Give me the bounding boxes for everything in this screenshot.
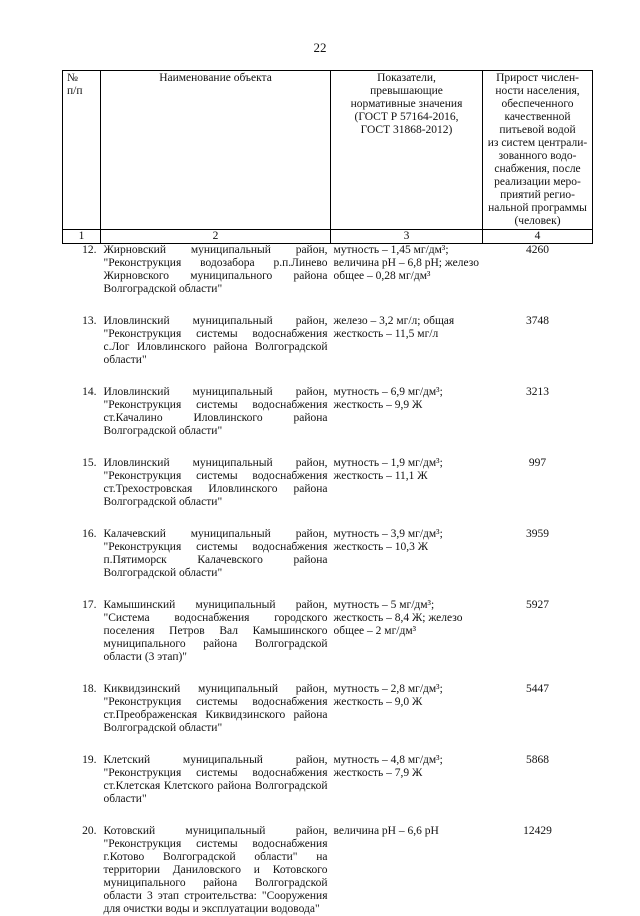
population-growth-value: 5927 bbox=[483, 599, 593, 664]
population-growth-value: 997 bbox=[483, 457, 593, 509]
table-row bbox=[63, 825, 593, 916]
row-spacer bbox=[63, 296, 593, 315]
indicators: мутность – 3,9 мг/дм³; жесткость – 10,3 Ж bbox=[331, 528, 483, 580]
row-spacer bbox=[63, 438, 593, 457]
population-growth-value: 3959 bbox=[483, 528, 593, 580]
table-row bbox=[63, 457, 593, 509]
object-name: Иловлинский муниципальный район, "Реконструкция системы водоснабжения ст.Качалино Иловлинского района Волгоградской области" bbox=[101, 386, 331, 438]
indicators: мутность – 2,8 мг/дм³; жесткость – 9,0 Ж bbox=[331, 683, 483, 735]
population-growth-value: 5447 bbox=[483, 683, 593, 735]
object-name: Клетский муниципальный район, "Реконструкция системы водоснабжения ст.Клетская Клетского района Волгоградской области" bbox=[101, 754, 331, 806]
row-spacer bbox=[63, 580, 593, 599]
population-growth-value: 4260 bbox=[483, 244, 593, 297]
table-row bbox=[63, 754, 593, 806]
table-body bbox=[63, 244, 593, 916]
page-number: 22 bbox=[0, 40, 640, 56]
row-spacer bbox=[63, 806, 593, 825]
object-name: Жирновский муниципальный район, "Реконструкция водозабора р.п.Линево Жирновского муниципального района Волгоградской области" bbox=[101, 244, 331, 297]
indicators: мутность – 6,9 мг/дм³; жесткость – 9,9 Ж bbox=[331, 386, 483, 438]
table-row bbox=[63, 315, 593, 367]
row-spacer bbox=[63, 367, 593, 386]
object-name: Киквидзинский муниципальный район, "Реконструкция системы водоснабжения ст.Преображенская Киквидзинского района Волгоградской области" bbox=[101, 683, 331, 735]
indicators: мутность – 1,9 мг/дм³; жесткость – 11,1 Ж bbox=[331, 457, 483, 509]
header-population-growth: Прирост числен- ности населения, обеспеченного качественной питьевой водой из систем централи- зованного водо- снабжения, после реализации меро- приятий регио- нальной программы (человек) bbox=[483, 71, 593, 230]
table-header-row bbox=[63, 71, 593, 230]
header-object-name: Наименование объекта bbox=[101, 71, 331, 230]
object-name: Иловлинский муниципальный район, "Реконструкция системы водоснабжения ст.Трехостровская Иловлинского района Волгоградской области" bbox=[101, 457, 331, 509]
population-growth-value: 12429 bbox=[483, 825, 593, 916]
row-number: 18. bbox=[63, 683, 101, 735]
indicators: мутность – 4,8 мг/дм³; жесткость – 7,9 Ж bbox=[331, 754, 483, 806]
row-number: 16. bbox=[63, 528, 101, 580]
row-number: 12. bbox=[63, 244, 101, 297]
header-indicators: Показатели, превышающие нормативные значения (ГОСТ Р 57164-2016, ГОСТ 31868-2012) bbox=[331, 71, 483, 230]
object-name: Камышинский муниципальный район, "Система водоснабжения городского поселения Петров Вал Камышинского муниципального района Волгоградской области (3 этап)" bbox=[101, 599, 331, 664]
population-growth-value: 5868 bbox=[483, 754, 593, 806]
indicators: железо – 3,2 мг/л; общая жесткость – 11,5 мг/л bbox=[331, 315, 483, 367]
object-name: Калачевский муниципальный район, "Реконструкция системы водоснабжения п.Пятиморск Калачевского района Волгоградской области" bbox=[101, 528, 331, 580]
column-number: 3 bbox=[331, 230, 483, 244]
table-row bbox=[63, 683, 593, 735]
column-number: 1 bbox=[63, 230, 101, 244]
indicators: мутность – 5 мг/дм³; жесткость – 8,4 Ж; железо общее – 2 мг/дм³ bbox=[331, 599, 483, 664]
indicators: мутность – 1,45 мг/дм³; величина рН – 6,8 рН; железо общее – 0,28 мг/дм³ bbox=[331, 244, 483, 297]
column-numbers-row bbox=[63, 230, 593, 244]
row-number: 15. bbox=[63, 457, 101, 509]
header-number: № п/п bbox=[63, 71, 101, 230]
object-name: Иловлинский муниципальный район, "Реконструкция системы водоснабжения с.Лог Иловлинского района Волгоградской области" bbox=[101, 315, 331, 367]
table-row bbox=[63, 528, 593, 580]
row-number: 19. bbox=[63, 754, 101, 806]
row-number: 17. bbox=[63, 599, 101, 664]
column-number: 4 bbox=[483, 230, 593, 244]
row-number: 20. bbox=[63, 825, 101, 916]
object-name: Котовский муниципальный район, "Реконструкция системы водоснабжения г.Котово Волгоградской области" на территории Даниловского и Котовского муниципального района Волгоградской области 3 этап строительства: "Сооружения для очистки воды и эксплуатации водовода" bbox=[101, 825, 331, 916]
row-spacer bbox=[63, 664, 593, 683]
indicators: величина рН – 6,6 рН bbox=[331, 825, 483, 916]
table-row bbox=[63, 599, 593, 664]
table-row bbox=[63, 386, 593, 438]
population-growth-value: 3748 bbox=[483, 315, 593, 367]
row-number: 14. bbox=[63, 386, 101, 438]
row-number: 13. bbox=[63, 315, 101, 367]
row-spacer bbox=[63, 735, 593, 754]
column-number: 2 bbox=[101, 230, 331, 244]
population-growth-value: 3213 bbox=[483, 386, 593, 438]
table-row bbox=[63, 244, 593, 297]
row-spacer bbox=[63, 509, 593, 528]
programme-table bbox=[62, 70, 593, 916]
